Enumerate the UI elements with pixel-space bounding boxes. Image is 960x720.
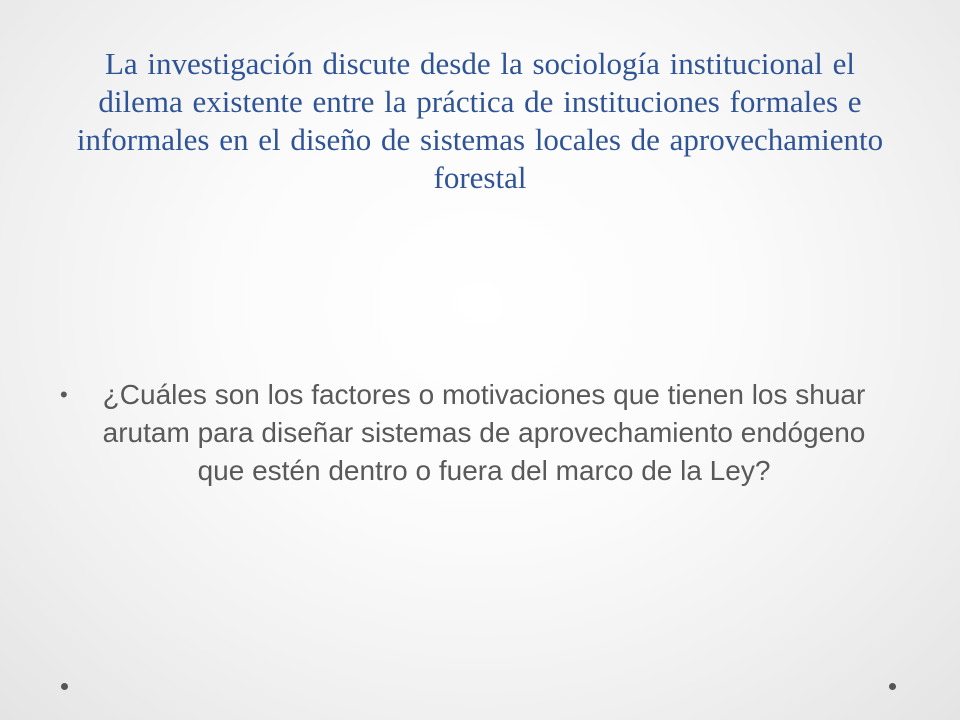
bullet-marker: • — [60, 382, 68, 407]
slide-body — [60, 376, 900, 490]
corner-dot-left — [61, 683, 68, 690]
bullet-text: ¿Cuáles son los factores o motivaciones que tienen los shuar arutam para diseñar sistemas de aprovechamiento endógeno que estén dentro o fuera del marco de la Ley? — [102, 379, 866, 486]
bullet-item — [60, 376, 900, 490]
corner-dot-right — [889, 683, 896, 690]
slide-title: La investigación discute desde la sociología institucional el dilema existente entre la práctica de instituciones formales e informales en el diseño de sistemas locales de aprovechamiento forestal — [76, 46, 884, 195]
